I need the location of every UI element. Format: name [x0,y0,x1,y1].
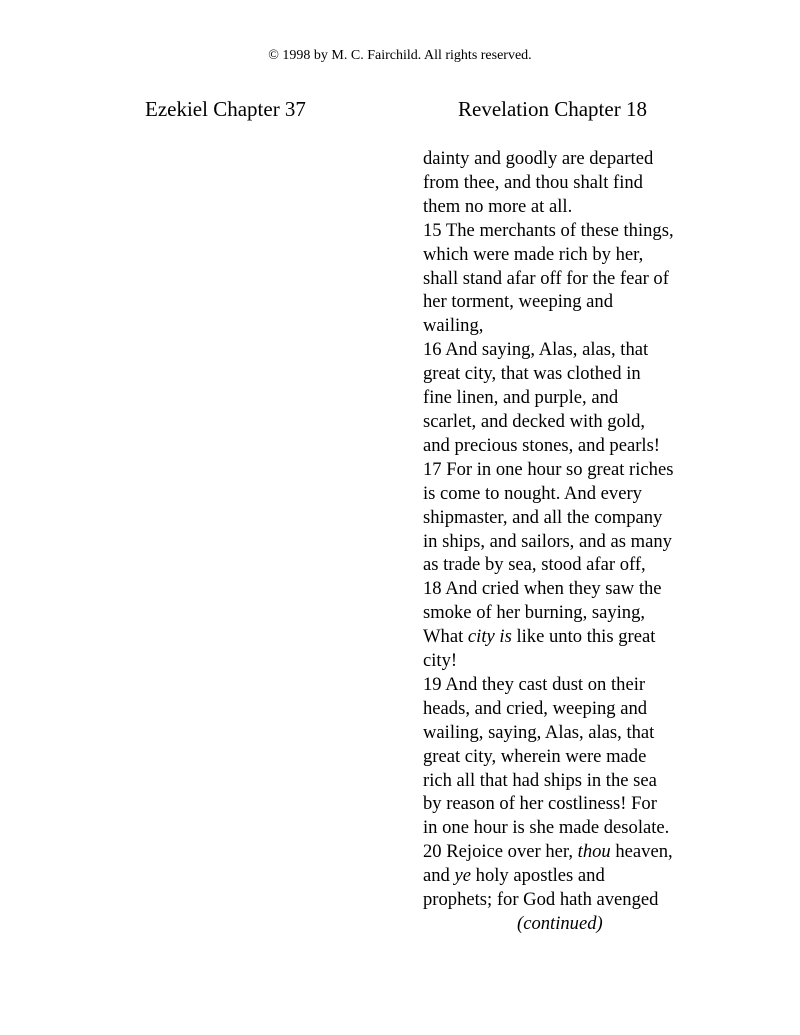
text-line: her torment, weeping and [423,291,614,313]
continued-note: (continued) [517,913,603,934]
text-line: heads, and cried, weeping and [423,697,648,719]
text-segment: heaven, [610,841,673,863]
text-segment: What [423,626,468,648]
text-line [423,625,723,649]
text-segment: like unto this great [511,626,656,648]
text-line: 17 For in one hour so great riches [423,458,674,480]
text-line: city! [423,650,458,672]
text-line: wailing, saying, Alas, alas, that [423,721,655,743]
text-segment: 20 Rejoice over her, [423,841,578,863]
left-column-heading: Ezekiel Chapter 37 [145,97,306,121]
text-line: from thee, and thou shalt find [423,171,643,193]
text-line: shall stand afar off for the fear of [423,267,669,289]
text-line: which were made rich by her, [423,243,644,265]
text-line: in one hour is she made desolate. [423,817,670,839]
text-line: shipmaster, and all the company [423,506,663,528]
text-line: prophets; for God hath avenged [423,889,659,911]
text-line [423,840,723,864]
text-line: 15 The merchants of these things, [423,219,674,241]
text-line: 19 And they cast dust on their [423,673,646,695]
italic-segment: thou [577,841,611,863]
text-line: dainty and goodly are departed [423,148,654,169]
italic-segment: ye [454,865,472,887]
text-line: great city, wherein were made [423,745,647,767]
italic-segment: city is [467,626,512,648]
text-line: as trade by sea, stood afar off, [423,554,646,576]
copyright-notice: © 1998 by M. C. Fairchild. All rights reserved. [268,48,532,63]
text-segment: and [423,865,455,887]
text-line: 18 And cried when they saw the [423,578,662,600]
right-column-heading: Revelation Chapter 18 [458,97,647,121]
text-line: rich all that had ships in the sea [423,769,657,791]
right-column-text [423,147,723,936]
text-line: fine linen, and purple, and [423,387,619,409]
text-line: by reason of her costliness! For [423,793,657,815]
text-line: scarlet, and decked with gold, [423,410,646,432]
text-segment: holy apostles and [471,865,605,887]
text-line [423,864,723,888]
text-line: smoke of her burning, saying, [423,602,646,624]
text-line: is come to nought. And every [423,482,642,504]
text-line: great city, that was clothed in [423,363,641,385]
text-line: in ships, and sailors, and as many [423,530,672,552]
text-line: and precious stones, and pearls! [423,434,660,456]
text-line: wailing, [423,315,484,337]
text-line: 16 And saying, Alas, alas, that [423,339,649,361]
text-line: them no more at all. [423,195,573,217]
